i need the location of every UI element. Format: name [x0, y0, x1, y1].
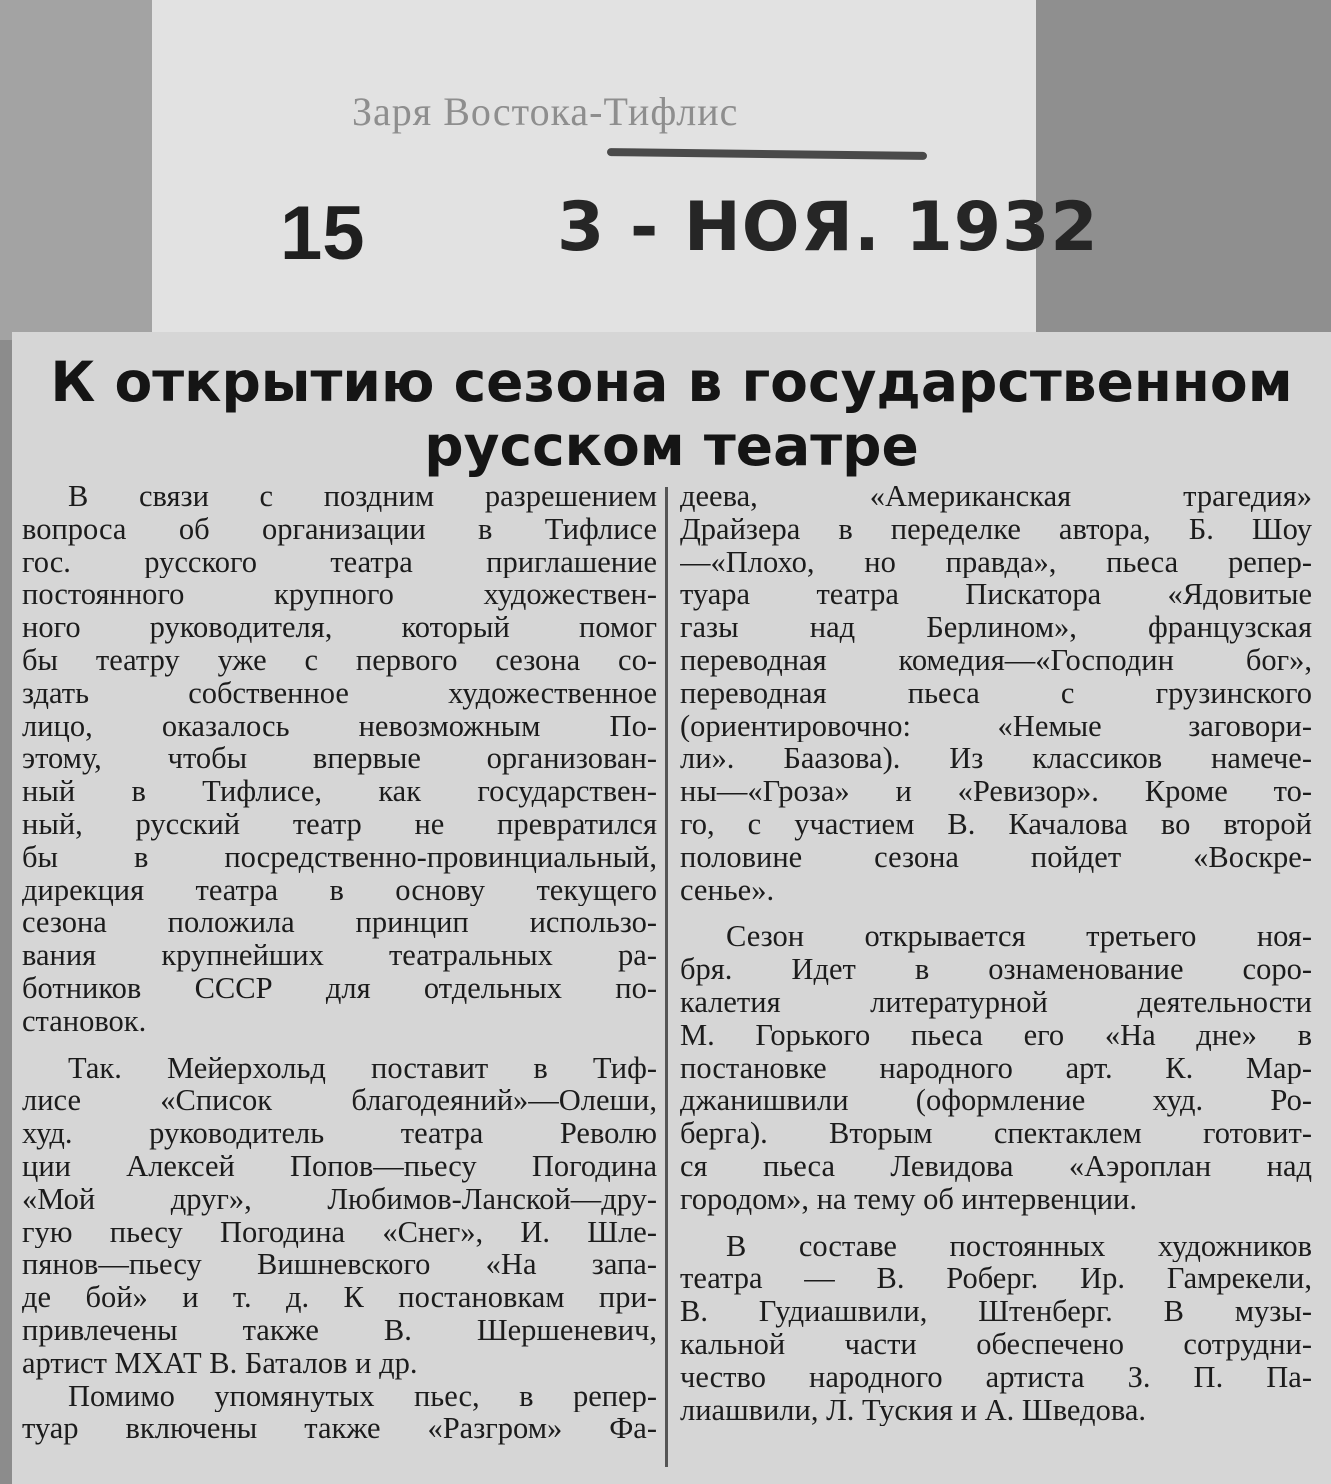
article-text-line: «Мой друг», Любимов-Ланской—дру-	[22, 1182, 657, 1216]
article-text-line: В связи с поздним разрешением	[68, 480, 657, 513]
article-text-line: ции Алексей Попов—пьесу Погодина	[22, 1149, 657, 1183]
article-text-line: лисе «Список благодеяний»—Олеши,	[22, 1084, 657, 1118]
article-text-line: В. Гудиашвили, Штенберг. В музы-	[680, 1295, 1312, 1328]
article-text-line: худ. руководитель театра Револю	[22, 1117, 657, 1150]
article-text-line: деева, «Американская трагедия»	[680, 480, 1312, 513]
article-text-line: де бой» и т. д. К постановкам при-	[22, 1281, 657, 1314]
background-right	[1036, 0, 1331, 340]
article-text-line: сезона положила принцип использо-	[22, 906, 657, 940]
article-text-line: привлечены также В. Шершеневич,	[22, 1313, 657, 1347]
headline-line-2: русском театре	[424, 414, 919, 478]
newspaper-source-stamp: Заря Востока-Тифлис	[352, 89, 739, 134]
article-text-line: берга). Вторым спектаклем готовит-	[680, 1117, 1312, 1150]
article-text-line: переводная комедия—«Господин бог»,	[680, 643, 1312, 677]
stamp-underline	[607, 148, 927, 160]
paragraph-gap	[680, 906, 1312, 920]
article-text-line: джанишвили (оформление худ. Ро-	[680, 1084, 1312, 1118]
article-text-line: Драйзера в переделке автора, Б. Шоу	[680, 512, 1312, 546]
article-text-line: —«Плохо, но правда», пьеса репер-	[680, 545, 1312, 579]
article-text-line: Сезон открывается третьего ноя-	[726, 920, 1312, 954]
article-text-line: лицо, оказалось невозможным По-	[22, 709, 657, 743]
article-text-line: вания крупнейших театральных ра-	[22, 939, 657, 972]
article-text-line: В составе постоянных художников	[726, 1229, 1312, 1263]
article-column-right	[680, 480, 1312, 1426]
article-text-line: лиашвили, Л. Туския и А. Шведова.	[680, 1393, 1146, 1427]
background-left	[0, 0, 152, 340]
article-text-line: М. Горького пьеса его «На дне» в	[680, 1018, 1312, 1052]
headline-line-1: К открытию сезона в государственном	[50, 350, 1293, 414]
newspaper-clipping	[12, 332, 1331, 1484]
article-text-line: чество народного артиста З. П. Па-	[680, 1360, 1312, 1394]
clipping-number-stamp: 15	[280, 191, 365, 276]
paragraph-gap	[680, 1216, 1312, 1230]
article-text-line: дирекция театра в основу текущего	[22, 873, 657, 907]
column-divider	[665, 487, 668, 1467]
article-text-line: гос. русского театра приглашение	[22, 545, 657, 579]
article-text-line: половине сезона пойдет «Воскре-	[680, 840, 1312, 874]
article-text-line: Помимо упомянутых пьес, в репер-	[68, 1379, 657, 1413]
article-text-line: постановке народного арт. К. Мар-	[680, 1051, 1312, 1085]
clipping-stamp-card	[152, 0, 1099, 345]
paragraph-gap	[22, 1038, 657, 1052]
article-text-line: калетия литературной деятельности	[680, 985, 1312, 1019]
article-column-left	[22, 480, 657, 1445]
article-headline	[12, 350, 1331, 478]
article-text-line: артист МХАТ В. Баталов и др.	[22, 1346, 418, 1380]
article-text-line: сенье».	[680, 873, 775, 907]
article-text-line: этому, чтобы впервые организован-	[22, 742, 657, 776]
article-text-line: бы театру уже с первого сезона со-	[22, 643, 657, 677]
article-text-line: переводная пьеса с грузинского	[680, 676, 1312, 710]
article-text-line: гую пьесу Погодина «Снег», И. Шле-	[22, 1215, 657, 1249]
article-text-line: театра — В. Роберг. Ир. Гамрекели,	[680, 1262, 1312, 1296]
article-text-line: бы в посредственно-провинциальный,	[22, 840, 657, 874]
article-text-line: Так. Мейерхольд поставит в Тиф-	[68, 1051, 657, 1085]
article-text-line: городом», на тему об интервенции.	[680, 1182, 1137, 1216]
article-text-line: ный, русский театр не превратился	[22, 807, 657, 841]
article-text-line: туара театра Пискатора «Ядовитые	[680, 578, 1312, 612]
article-text-line: ный в Тифлисе, как государствен-	[22, 775, 657, 808]
article-text-line: бря. Идет в ознаменование соро-	[680, 953, 1312, 986]
article-text-line: вопроса об организации в Тифлисе	[22, 512, 657, 546]
article-text-line: ботников СССР для отдельных по-	[22, 971, 657, 1005]
article-text-line: ного руководителя, который помог	[22, 611, 657, 644]
article-text-line: становок.	[22, 1004, 147, 1038]
article-text-line: ны—«Гроза» и «Ревизор». Кроме то-	[680, 775, 1312, 808]
date-stamp: 3 - НОЯ. 1932	[557, 188, 1099, 267]
article-text-line: постоянного крупного художествен-	[22, 578, 657, 612]
article-text-line: (ориентировочно: «Немые заговори-	[680, 709, 1312, 743]
article-text-line: газы над Берлином», французская	[680, 611, 1312, 644]
article-text-line: го, с участием В. Качалова во второй	[680, 807, 1312, 841]
article-text-line: туар включены также «Разгром» Фа-	[22, 1412, 657, 1446]
article-text-line: пянов—пьесу Вишневского «На запа-	[22, 1248, 657, 1282]
article-text-line: ся пьеса Левидова «Аэроплан над	[680, 1149, 1312, 1183]
article-text-line: кальной части обеспечено сотрудни-	[680, 1327, 1312, 1361]
article-text-line: ли». Баазова). Из классиков намече-	[680, 742, 1312, 776]
article-text-line: здать собственное художественное	[22, 676, 657, 710]
